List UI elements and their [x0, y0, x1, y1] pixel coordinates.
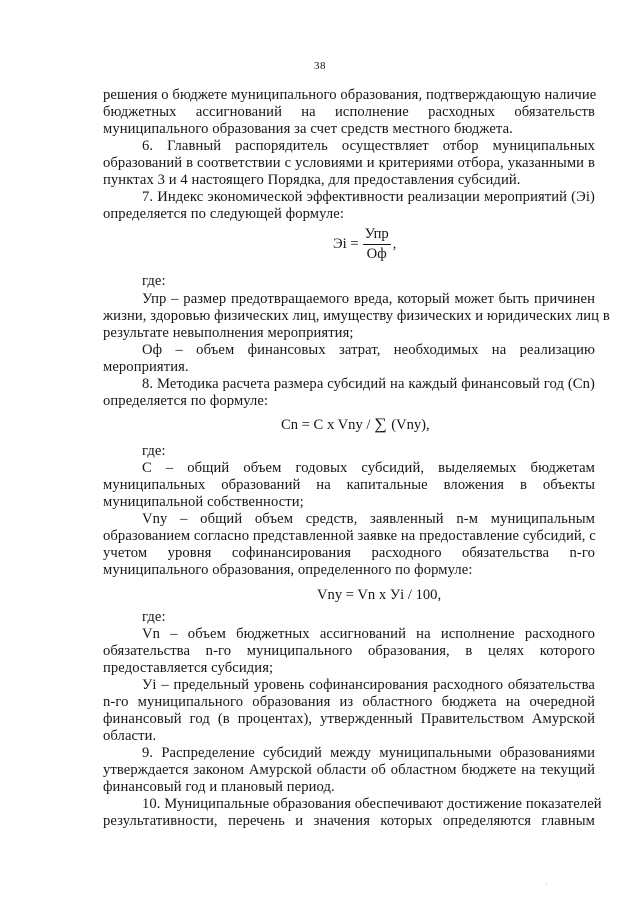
- formula-ei-denominator: Оф: [366, 246, 387, 262]
- text-line: 10. Муниципальные образования обеспечивают достижение показателей: [142, 796, 602, 812]
- formula-ei-lhs: Эi =: [333, 236, 359, 252]
- text-line: 6. Главный распорядитель осуществляет отбор муниципальных: [142, 138, 595, 154]
- text-line: финансовый год (в процентах), утвержденный Правительством Амурской: [103, 711, 595, 727]
- text-line: муниципального образования за счет средств местного бюджета.: [103, 121, 513, 137]
- text-line: n-го муниципального образования из областного бюджета на очередной: [103, 694, 595, 710]
- text-line: муниципального образования, определенного по формуле:: [103, 562, 473, 578]
- text-line: обязательства n-го муниципального образования, в целях которого: [103, 643, 595, 659]
- formula-ei-tail: ,: [392, 236, 397, 252]
- formula-vny: Vny = Vn x Уi / 100,: [317, 587, 442, 603]
- text-line: определяется по следующей формуле:: [103, 206, 344, 222]
- text-line: 8. Методика расчета размера субсидий на каждый финансовый год (Cn): [142, 376, 595, 392]
- text-line: С – общий объем годовых субсидий, выделяемых бюджетам: [142, 460, 595, 476]
- text-line: предоставляется субсидия;: [103, 660, 274, 676]
- text-line: результате невыполнения мероприятия;: [103, 325, 354, 341]
- text-line: образований в соответствии с условиями и критериями отбора, указанными в: [103, 155, 595, 171]
- formula-ei-numerator: Упр: [363, 226, 391, 245]
- text-line: финансовый год и плановый период.: [103, 779, 335, 795]
- text-line: где:: [142, 609, 166, 625]
- text-line: утверждается законом Амурской области об областном бюджете на текущий: [103, 762, 595, 778]
- text-line: 7. Индекс экономической эффективности реализации мероприятий (Эi): [142, 189, 595, 205]
- text-line: результативности, перечень и значения которых определяются главным: [103, 813, 595, 829]
- text-line: определяется по формуле:: [103, 393, 269, 409]
- text-line: 9. Распределение субсидий между муниципальными образованиями: [142, 745, 595, 761]
- formula-cn-right: (Vny),: [391, 417, 430, 433]
- text-line: учетом уровня софинансирования расходного обязательства n-го: [103, 545, 595, 561]
- text-line: пунктах 3 и 4 настоящего Порядка, для предоставления субсидий.: [103, 172, 521, 188]
- page-number: 38: [314, 60, 326, 72]
- text-line: мероприятия.: [103, 359, 189, 375]
- text-line: области.: [103, 728, 157, 744]
- formula-ei-fraction: [363, 226, 391, 263]
- text-line: Уi – предельный уровень софинансирования расходного обязательства: [142, 677, 595, 693]
- formula-cn: [281, 416, 430, 434]
- text-line: Vn – объем бюджетных ассигнований на исполнение расходного: [142, 626, 595, 642]
- text-line: муниципальных образований на капитальные вложения в объекты: [103, 477, 595, 493]
- text-line: муниципальной собственности;: [103, 494, 304, 510]
- formula-ei: [333, 226, 396, 263]
- formula-cn-left: Cn = C x Vny /: [281, 417, 371, 433]
- scan-mark: ·: [545, 880, 548, 889]
- text-line: решения о бюджете муниципального образования, подтверждающую наличие: [103, 87, 597, 103]
- sum-sign: ∑: [374, 416, 388, 433]
- text-line: где:: [142, 443, 166, 459]
- text-line: Оф – объем финансовых затрат, необходимых на реализацию: [142, 342, 595, 358]
- text-line: образованием согласно представленной заявке на предоставление субсидий, с: [103, 528, 596, 544]
- text-line: Vny – общий объем средств, заявленный n-м муниципальным: [142, 511, 595, 527]
- text-line: Упр – размер предотвращаемого вреда, который может быть причинен: [142, 291, 595, 307]
- text-line: бюджетных ассигнований на исполнение расходных обязательств: [103, 104, 595, 120]
- text-line: жизни, здоровью физических лиц, имуществу физических и юридических лиц в: [103, 308, 610, 324]
- text-line: где:: [142, 273, 166, 289]
